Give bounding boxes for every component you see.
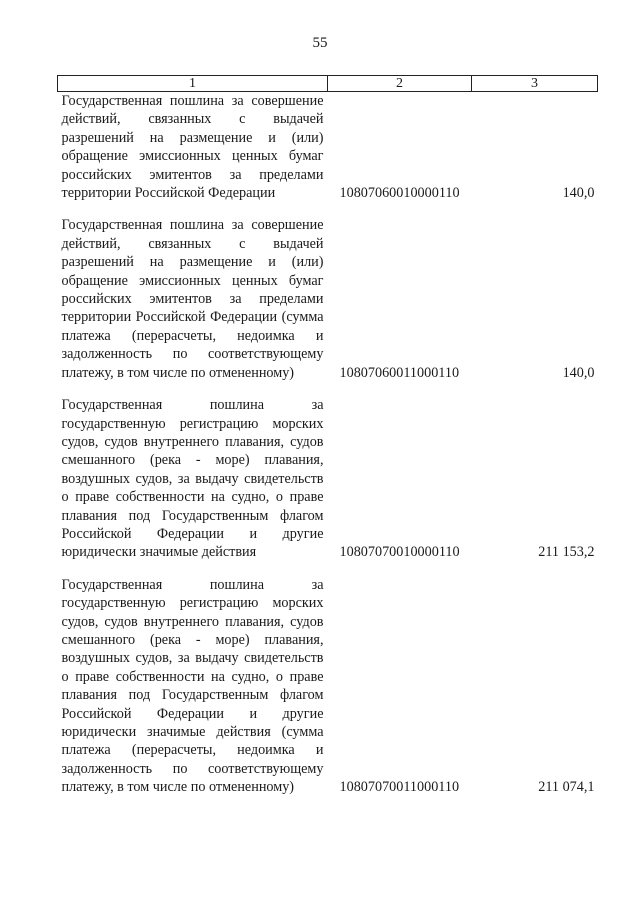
row-description: Государственная пошлина за государственную регистрацию морских судов, судов внутреннего плавания, судов смешанного (река - море) плавания, воздушных судов, за выдачу свидетельств о праве собственности на судно, о праве плавания под Государственным флагом Российской Федерации и другие юридически значимые действия (сумма платежа (перерасчеты, недоимка и задолженность по соответствующему платежу, в том числе по отмененному) <box>61 576 324 796</box>
table-row <box>58 216 598 382</box>
table-row <box>58 92 598 203</box>
header-col-1: 1 <box>58 76 328 92</box>
row-amount: 211 153,2 <box>538 544 595 561</box>
row-code: 10807070011000110 <box>339 779 460 796</box>
row-code: 10807060010000110 <box>339 185 460 202</box>
row-spacer <box>58 202 598 216</box>
table-row <box>58 576 598 797</box>
table-row <box>58 396 598 562</box>
row-amount: 140,0 <box>562 364 595 381</box>
budget-table <box>57 75 598 797</box>
row-amount: 140,0 <box>562 185 595 202</box>
header-col-3: 3 <box>472 76 598 92</box>
row-description: Государственная пошлина за совершение действий, связанных с выдачей разрешений на размещение и (или) обращение эмиссионных ценных бумаг российских эмитентов за пределами территории Российской Федерации (сумма платежа (перерасчеты, недоимка и задолженность по соответствующему платежу, в том числе по отмененному) <box>61 217 324 381</box>
header-row <box>58 76 598 92</box>
table-body <box>58 92 598 797</box>
page-number: 55 <box>312 35 328 51</box>
row-spacer <box>58 562 598 576</box>
header-col-2: 2 <box>328 76 472 92</box>
row-spacer <box>58 382 598 396</box>
row-code: 10807070010000110 <box>339 544 460 561</box>
table-header <box>58 76 598 92</box>
row-description: Государственная пошлина за государственную регистрацию морских судов, судов внутреннего плавания, судов смешанного (река - море) плавания, воздушных судов, за выдачу свидетельств о праве собственности на судно, о праве плавания под Государственным флагом Российской Федерации и другие юридически значимые действия <box>61 397 324 561</box>
row-description: Государственная пошлина за совершение действий, связанных с выдачей разрешений на размещение и (или) обращение эмиссионных ценных бумаг российских эмитентов за пределами территории Российской Федерации <box>61 93 324 202</box>
row-amount: 211 074,1 <box>538 779 595 796</box>
row-code: 10807060011000110 <box>339 364 460 381</box>
